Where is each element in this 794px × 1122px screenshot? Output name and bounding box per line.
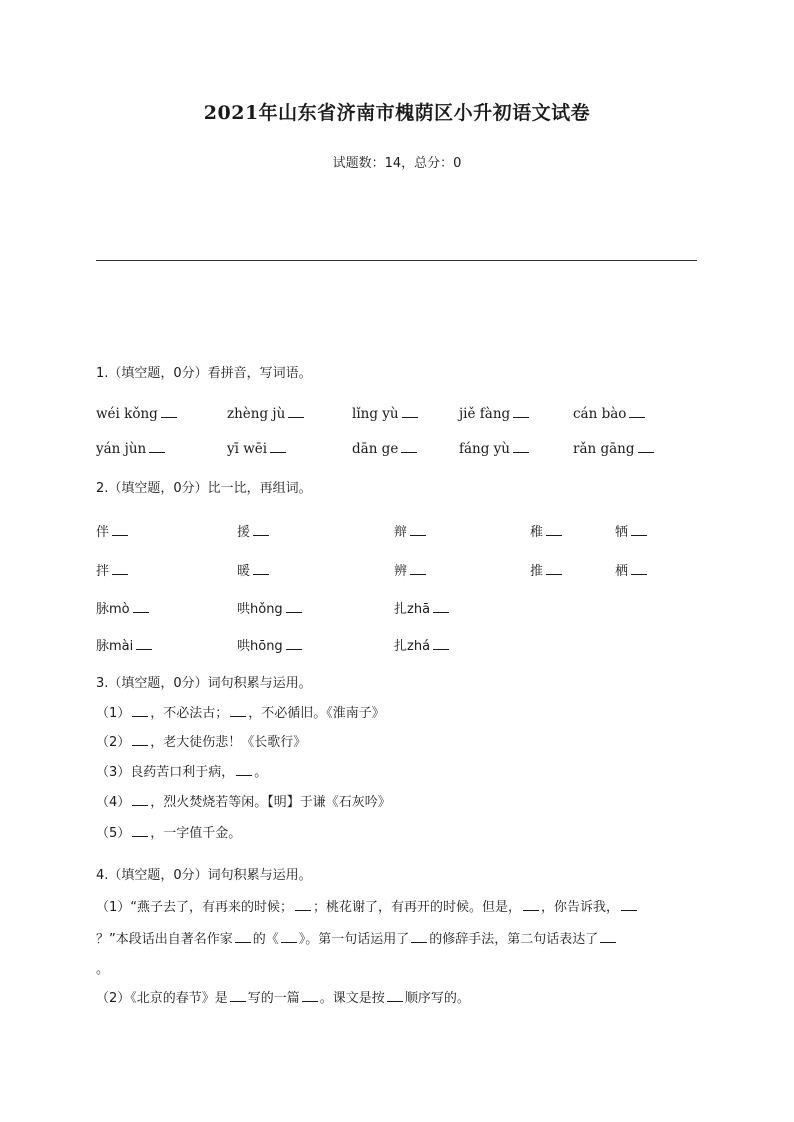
q3-line-4 — [96, 791, 391, 810]
answer-blank[interactable] — [295, 909, 311, 911]
answer-blank[interactable] — [433, 648, 449, 650]
line-text: 顺序写的。 — [404, 991, 470, 1006]
answer-blank[interactable] — [600, 941, 616, 943]
answer-blank[interactable] — [286, 648, 302, 650]
q2-item — [96, 635, 152, 654]
question-3-heading: 3.（填空题，0分）词句积累与运用。 — [96, 676, 312, 691]
q1-item — [352, 441, 417, 457]
answer-blank[interactable] — [132, 744, 148, 746]
answer-blank[interactable] — [133, 611, 149, 613]
q2-item — [96, 521, 128, 540]
character-text: 扎zhá — [394, 639, 431, 654]
answer-blank[interactable] — [513, 416, 529, 418]
line-text: 的《 — [252, 932, 279, 947]
pinyin-text: cán bào — [573, 406, 627, 422]
answer-blank[interactable] — [161, 416, 177, 418]
line-text: （2） — [96, 735, 131, 750]
answer-blank[interactable] — [230, 1000, 246, 1002]
character-text: 援 — [237, 525, 251, 540]
answer-blank[interactable] — [621, 909, 637, 911]
character-text: 暖 — [237, 564, 251, 579]
answer-blank[interactable] — [513, 451, 529, 453]
q4-paragraph-2 — [96, 987, 470, 1006]
q3-line-3 — [96, 761, 267, 780]
q1-item — [459, 406, 529, 422]
character-text: 栖 — [615, 564, 629, 579]
pinyin-text: lǐng yù — [352, 406, 399, 422]
character-text: 稚 — [530, 525, 544, 540]
q2-item — [96, 560, 128, 579]
q3-line-2 — [96, 731, 306, 750]
pinyin-text: rǎn gāng — [573, 441, 635, 457]
answer-blank[interactable] — [149, 451, 165, 453]
q2-item — [615, 560, 647, 579]
character-text: 哄hǒng — [237, 602, 283, 617]
q3-line-5 — [96, 822, 241, 841]
character-text: 辨 — [394, 564, 408, 579]
line-text: 的修辞手法，第二句话表达了 — [429, 932, 599, 947]
answer-blank[interactable] — [401, 451, 417, 453]
character-text: 拌 — [96, 564, 110, 579]
line-text: ，烈火焚烧若等闲。【明】于谦《石灰吟》 — [150, 795, 391, 810]
line-text: ，一字值千金。 — [150, 826, 242, 841]
answer-blank[interactable] — [402, 416, 418, 418]
line-text: 。 — [254, 765, 268, 780]
answer-blank[interactable] — [270, 451, 286, 453]
line-text: ，你告诉我， — [541, 900, 620, 915]
answer-blank[interactable] — [136, 648, 152, 650]
answer-blank[interactable] — [411, 941, 427, 943]
answer-blank[interactable] — [235, 941, 251, 943]
answer-blank[interactable] — [638, 451, 654, 453]
answer-blank[interactable] — [546, 573, 562, 575]
page-title: 2021年山东省济南市槐荫区小升初语文试卷 — [203, 102, 591, 124]
character-text: 哄hōng — [237, 639, 283, 654]
q1-item — [96, 406, 177, 422]
answer-blank[interactable] — [546, 534, 562, 536]
q1-item — [352, 406, 418, 422]
character-text: 脉mò — [96, 602, 130, 617]
answer-blank[interactable] — [132, 715, 148, 717]
character-text: 牺 — [615, 525, 629, 540]
q1-item — [573, 441, 654, 457]
q2-item — [394, 560, 426, 579]
pinyin-text: fáng yù — [459, 441, 510, 457]
question-4-heading: 4.（填空题，0分）词句积累与运用。 — [96, 868, 312, 883]
answer-blank[interactable] — [253, 534, 269, 536]
pinyin-text: wéi kǒng — [96, 406, 158, 422]
line-text: （1） — [96, 706, 131, 721]
q1-item — [227, 441, 286, 457]
line-text: （5） — [96, 826, 131, 841]
answer-blank[interactable] — [523, 909, 539, 911]
answer-blank[interactable] — [288, 416, 304, 418]
pinyin-text: yī wēi — [227, 441, 268, 457]
question-1-heading: 1.（填空题，0分）看拼音，写词语。 — [96, 366, 312, 381]
q4-paragraph-1-line-3: 。 — [96, 962, 110, 977]
question-2-heading: 2.（填空题，0分）比一比，再组词。 — [96, 481, 312, 496]
line-text: （4） — [96, 795, 131, 810]
answer-blank[interactable] — [253, 573, 269, 575]
answer-blank[interactable] — [629, 416, 645, 418]
answer-blank[interactable] — [302, 1000, 318, 1002]
character-text: 脉mài — [96, 639, 134, 654]
q1-item — [96, 441, 165, 457]
answer-blank[interactable] — [132, 804, 148, 806]
pinyin-text: dān ge — [352, 441, 399, 457]
q2-item — [530, 560, 562, 579]
q4-paragraph-1-line-1 — [96, 896, 639, 915]
answer-blank[interactable] — [112, 534, 128, 536]
q2-item — [394, 635, 449, 654]
line-text: ，不必法古； — [150, 706, 229, 721]
line-text: 》。第一句话运用了 — [298, 932, 410, 947]
header-divider — [96, 260, 697, 261]
line-text: （1）“燕子去了，有再来的时候； — [96, 900, 294, 915]
pinyin-text: jiě fàng — [459, 406, 511, 422]
answer-blank[interactable] — [230, 715, 246, 717]
pinyin-text: zhèng jù — [227, 406, 286, 422]
character-text: 辩 — [394, 525, 408, 540]
q2-item — [615, 521, 647, 540]
character-text: 扎zhā — [394, 602, 431, 617]
line-text: （3）良药苦口利于病， — [96, 765, 235, 780]
answer-blank[interactable] — [387, 1000, 403, 1002]
q2-item — [394, 521, 426, 540]
q2-item — [394, 598, 449, 617]
answer-blank[interactable] — [410, 573, 426, 575]
answer-blank[interactable] — [112, 573, 128, 575]
q2-item — [237, 635, 302, 654]
answer-blank[interactable] — [631, 534, 647, 536]
q2-item — [96, 598, 149, 617]
line-text: 写的一篇 — [247, 991, 300, 1006]
line-text: ；桃花谢了，有再开的时候。但是， — [313, 900, 522, 915]
q2-item — [237, 598, 302, 617]
q1-item — [573, 406, 645, 422]
line-text: ？”本段话出自著名作家 — [96, 932, 233, 947]
exam-meta: 试题数：14，总分：0 — [332, 156, 462, 171]
answer-blank[interactable] — [286, 611, 302, 613]
q3-line-1 — [96, 702, 385, 721]
line-text: （2）《北京的春节》是 — [96, 991, 228, 1006]
line-text: 。课文是按 — [319, 991, 385, 1006]
q2-item — [530, 521, 562, 540]
q1-item — [227, 406, 304, 422]
pinyin-text: yán jùn — [96, 441, 147, 457]
character-text: 推 — [530, 564, 544, 579]
q2-item — [237, 521, 269, 540]
answer-blank[interactable] — [236, 774, 252, 776]
line-text: ，不必循旧。《淮南子》 — [248, 706, 385, 721]
q4-paragraph-1-line-2 — [96, 928, 618, 947]
line-text: ，老大徒伤悲！《长歌行》 — [150, 735, 307, 750]
character-text: 伴 — [96, 525, 110, 540]
answer-blank[interactable] — [132, 835, 148, 837]
answer-blank[interactable] — [631, 573, 647, 575]
q1-item — [459, 441, 529, 457]
answer-blank[interactable] — [410, 534, 426, 536]
answer-blank[interactable] — [433, 611, 449, 613]
answer-blank[interactable] — [281, 941, 297, 943]
q2-item — [237, 560, 269, 579]
